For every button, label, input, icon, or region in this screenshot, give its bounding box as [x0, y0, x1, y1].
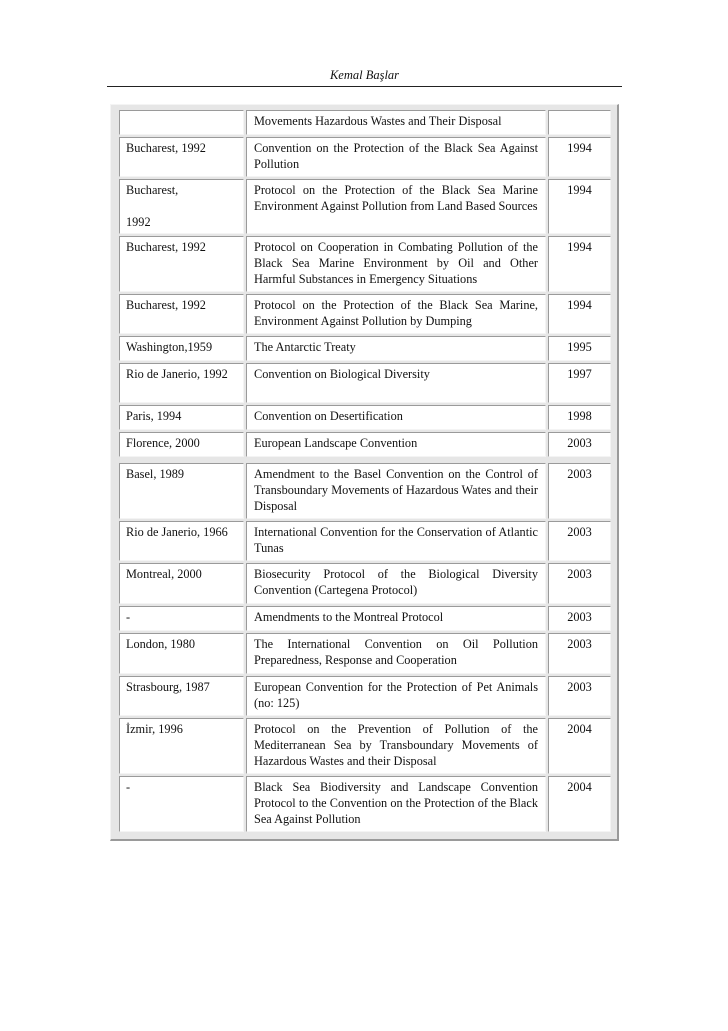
- year-cell: 2003: [548, 563, 611, 604]
- convention-title-cell: Protocol on the Prevention of Pollution of the Mediterranean Sea by Transboundary Movements of Hazardous Wastes and their Disposal: [246, 718, 546, 774]
- year-cell: 2003: [548, 463, 611, 519]
- place-date-cell: İzmir, 1996: [119, 718, 244, 774]
- year-cell: 2003: [548, 432, 611, 457]
- place-date-cell: Basel, 1989: [119, 463, 244, 519]
- year-cell: 2003: [548, 676, 611, 716]
- convention-title-cell: Convention on Biological Diversity: [246, 363, 546, 403]
- convention-title-cell: The Antarctic Treaty: [246, 336, 546, 361]
- year-cell: 1997: [548, 363, 611, 403]
- place-date-cell: Washington,1959: [119, 336, 244, 361]
- convention-title-cell: Movements Hazardous Wastes and Their Disposal: [246, 110, 546, 135]
- year-cell: 1994: [548, 179, 611, 234]
- convention-title-cell: European Convention for the Protection of Pet Animals (no: 125): [246, 676, 546, 716]
- place-date-cell: -: [119, 776, 244, 832]
- place-date-cell: Rio de Janerio, 1992: [119, 363, 244, 403]
- header-rule: [107, 86, 622, 87]
- convention-title-cell: International Convention for the Conservation of Atlantic Tunas: [246, 521, 546, 561]
- convention-title-cell: Amendment to the Basel Convention on the Control of Transboundary Movements of Hazardous Wates and their Disposal: [246, 463, 546, 519]
- place-date-cell: Strasbourg, 1987: [119, 676, 244, 716]
- place-date-cell: Bucharest, 1992: [119, 179, 244, 234]
- year-cell: 2004: [548, 718, 611, 774]
- year-cell: [548, 110, 611, 135]
- convention-title-cell: Protocol on the Protection of the Black Sea Marine, Environment Against Pollution by Dumping: [246, 294, 546, 334]
- place-date-cell: Paris, 1994: [119, 405, 244, 430]
- convention-title-cell: Black Sea Biodiversity and Landscape Convention Protocol to the Convention on the Protection of the Black Sea Against Pollution: [246, 776, 546, 832]
- year-cell: 1995: [548, 336, 611, 361]
- place-date-cell: Bucharest, 1992: [119, 236, 244, 292]
- place-date-cell: London, 1980: [119, 633, 244, 674]
- running-header: Kemal Başlar: [329, 68, 400, 82]
- place-date-cell: Bucharest, 1992: [119, 137, 244, 177]
- year-cell: 2003: [548, 633, 611, 674]
- convention-title-cell: Amendments to the Montreal Protocol: [246, 606, 546, 631]
- convention-title-cell: The International Convention on Oil Pollution Preparedness, Response and Cooperation: [246, 633, 546, 674]
- convention-title-cell: Protocol on Cooperation in Combating Pollution of the Black Sea Marine Environment by Oil and Other Harmful Substances in Emergency Situations: [246, 236, 546, 292]
- convention-title-cell: Convention on the Protection of the Black Sea Against Pollution: [246, 137, 546, 177]
- place-date-cell: [119, 110, 244, 135]
- year-cell: 1994: [548, 137, 611, 177]
- year-cell: 1998: [548, 405, 611, 430]
- place-date-cell: -: [119, 606, 244, 631]
- place-date-cell: Rio de Janerio, 1966: [119, 521, 244, 561]
- convention-title-cell: European Landscape Convention: [246, 432, 546, 457]
- year-cell: 1994: [548, 236, 611, 292]
- place-date-cell: Florence, 2000: [119, 432, 244, 457]
- convention-title-cell: Protocol on the Protection of the Black Sea Marine Environment Against Pollution from Land Based Sources: [246, 179, 546, 234]
- year-cell: 1994: [548, 294, 611, 334]
- year-cell: 2004: [548, 776, 611, 832]
- place-date-cell: Montreal, 2000: [119, 563, 244, 604]
- place-date-cell: Bucharest, 1992: [119, 294, 244, 334]
- convention-title-cell: Convention on Desertification: [246, 405, 546, 430]
- convention-title-cell: Biosecurity Protocol of the Biological Diversity Convention (Cartegena Protocol): [246, 563, 546, 604]
- year-cell: 2003: [548, 521, 611, 561]
- year-cell: 2003: [548, 606, 611, 631]
